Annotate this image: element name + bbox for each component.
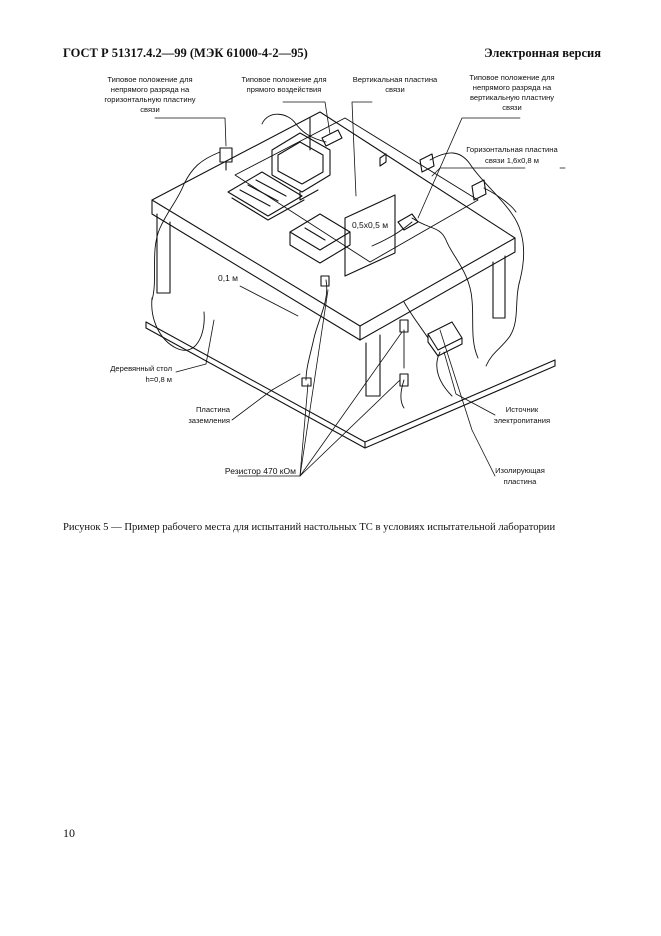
document-header-version: Электронная версия	[484, 46, 601, 60]
label-vertical-plate-1: Вертикальная пластина	[352, 75, 438, 84]
label-horizontal-plate-2: связи 1,6х0,8 м	[485, 156, 539, 165]
label-ground-plate-2: заземления	[188, 416, 230, 425]
resistor-drawings	[302, 154, 408, 386]
label-wooden-table-1: Деревянный стол	[110, 364, 172, 373]
label-indirect-vertical-4: связи	[502, 103, 522, 112]
label-indirect-horizontal-2: непрямого разряда на	[110, 85, 190, 94]
figure-caption: Рисунок 5 — Пример рабочего места для испытаний настольных ТС в условиях испытательной лаборатории	[63, 522, 556, 533]
label-indirect-horizontal-4: связи	[140, 105, 160, 114]
page-number: 10	[63, 826, 75, 840]
label-direct-1: Типовое положение для	[241, 75, 327, 84]
label-power-source-2: электропитания	[493, 416, 551, 425]
label-direct-2: прямого воздействия	[246, 85, 322, 94]
label-horizontal-plate-1: Горизонтальная пластина	[466, 145, 558, 154]
table-drawing	[152, 112, 515, 396]
ground-plate-drawing	[146, 322, 555, 448]
label-insulating-plate-1: Изолирующая	[495, 466, 545, 475]
label-indirect-horizontal-3: горизонтальную пластину	[104, 95, 196, 104]
cable-drawings	[152, 114, 524, 408]
label-indirect-vertical-1: Типовое положение для	[469, 73, 555, 82]
label-wooden-table-2: h=0,8 м	[145, 375, 172, 384]
label-indirect-vertical-2: непрямого разряда на	[472, 83, 552, 92]
label-indirect-horizontal-1: Типовое положение для	[107, 75, 193, 84]
unit-drawing	[290, 214, 350, 263]
label-power-source-1: Источник	[505, 405, 539, 414]
label-indirect-vertical-3: вертикальную пластину	[469, 93, 555, 102]
document-header-standard: ГОСТ Р 51317.4.2—99 (МЭК 61000-4-2—95)	[63, 46, 308, 60]
label-ground-plate-1: Пластина	[195, 405, 230, 414]
label-distance: 0,1 м	[218, 273, 239, 283]
label-vertical-plate-size: 0,5х0,5 м	[351, 220, 389, 230]
monitor-drawing	[272, 133, 330, 200]
vertical-coupling-plate-drawing	[345, 195, 395, 276]
label-vertical-plate-2: связи	[385, 85, 405, 94]
label-insulating-plate-2: пластина	[503, 477, 537, 486]
label-resistor: Резистор 470 кОм	[224, 466, 296, 476]
